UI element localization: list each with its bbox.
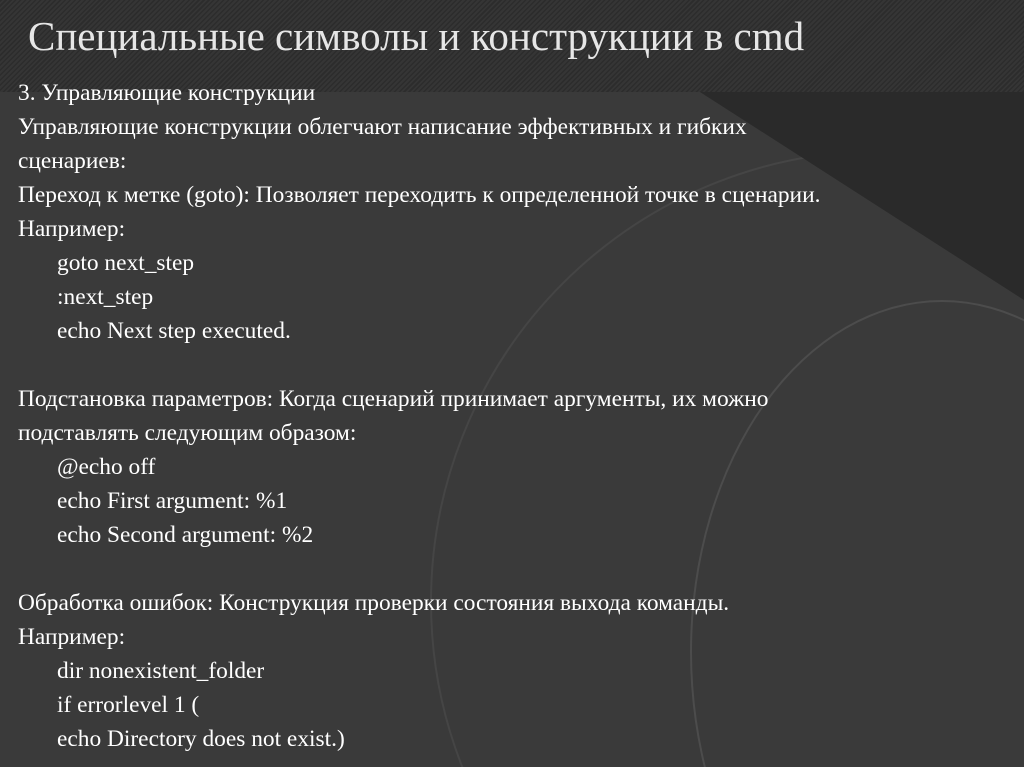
params-description: подставлять следующим образом: <box>18 420 357 446</box>
blank-line <box>18 552 1008 586</box>
code-line: goto next_step <box>57 250 195 276</box>
code-line: @echo off <box>57 454 156 480</box>
errors-description: Обработка ошибок: Конструкция проверки состояния выхода команды. <box>18 590 730 616</box>
goto-example-label: Например: <box>18 216 126 242</box>
intro-line: сценариев: <box>18 148 127 174</box>
code-line: echo Directory does not exist.) <box>57 726 345 752</box>
code-line: echo Second argument: %2 <box>57 522 314 548</box>
code-line: echo First argument: %1 <box>57 488 288 514</box>
slide-title: Специальные символы и конструкции в cmd <box>28 13 805 59</box>
code-line: :next_step <box>57 284 154 310</box>
slide-body <box>18 76 1008 756</box>
code-line: echo Next step executed. <box>57 318 291 344</box>
code-line: if errorlevel 1 ( <box>57 692 200 718</box>
section-heading: 3. Управляющие конструкции <box>18 80 316 106</box>
goto-description: Переход к метке (goto): Позволяет переходить к определенной точке в сценарии. <box>18 182 821 208</box>
intro-line: Управляющие конструкции облегчают написание эффективных и гибких <box>18 114 747 140</box>
errors-example-label: Например: <box>18 624 126 650</box>
code-line: dir nonexistent_folder <box>57 658 265 684</box>
params-description: Подстановка параметров: Когда сценарий принимает аргументы, их можно <box>18 386 769 412</box>
blank-line <box>18 348 1008 382</box>
